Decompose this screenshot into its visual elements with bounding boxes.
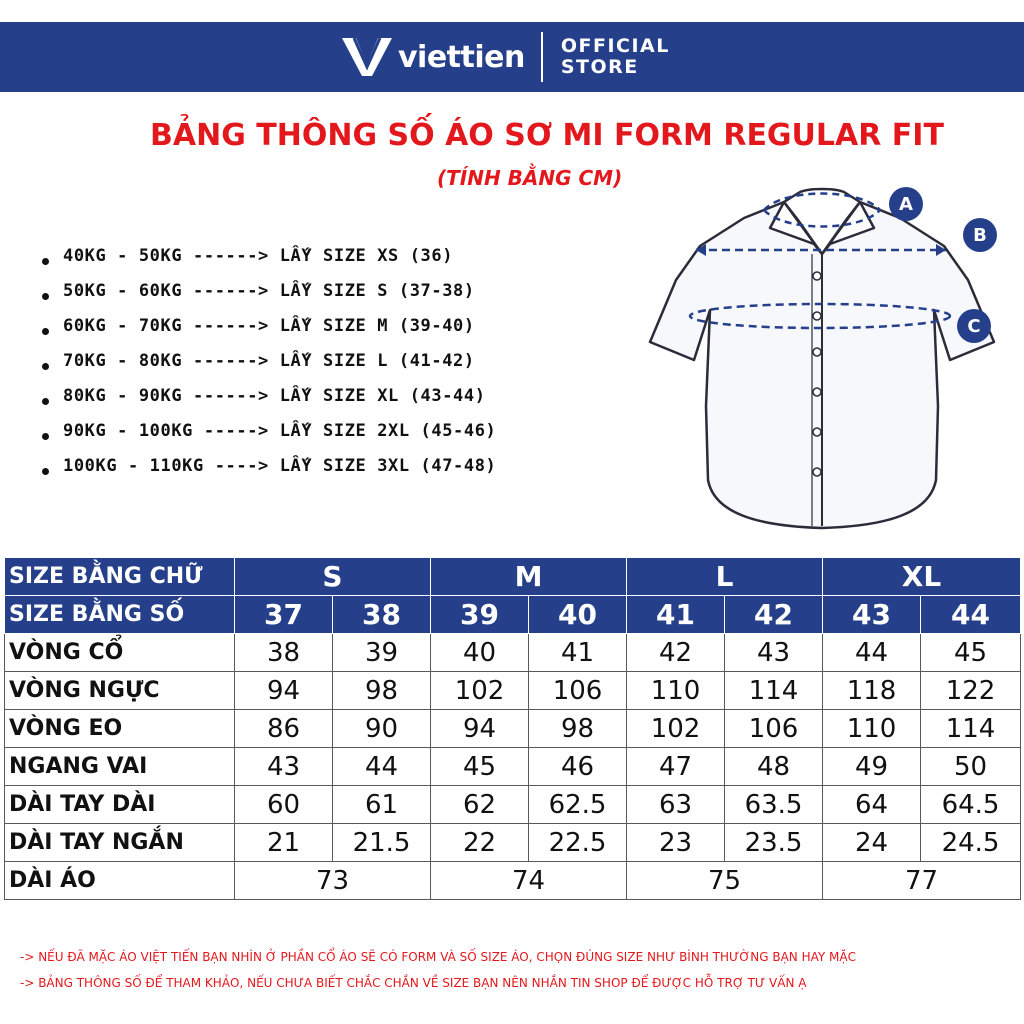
bullet-icon (42, 433, 49, 440)
table-cell: 38 (333, 596, 431, 634)
weight-size-text: 40KG - 50KG ------> LẤY SIZE XS (36) (63, 245, 454, 266)
weight-size-text: 90KG - 100KG -----> LẤY SIZE 2XL (45-46) (63, 420, 497, 441)
table-cell: 21.5 (333, 824, 431, 862)
table-row (5, 748, 1021, 786)
row-header: DÀI ÁO (5, 862, 235, 900)
table-cell: 61 (333, 786, 431, 824)
table-row (5, 862, 1021, 900)
table-row (5, 672, 1021, 710)
table-cell: 114 (725, 672, 823, 710)
table-cell: 45 (921, 634, 1021, 672)
row-header: NGANG VAI (5, 748, 235, 786)
svg-text:A: A (899, 194, 913, 215)
weight-size-list (42, 238, 496, 483)
table-cell: 41 (529, 634, 627, 672)
bullet-icon (42, 363, 49, 370)
table-row (5, 710, 1021, 748)
table-cell: 47 (627, 748, 725, 786)
table-cell: 40 (431, 634, 529, 672)
row-header: DÀI TAY DÀI (5, 786, 235, 824)
table-cell: 23.5 (725, 824, 823, 862)
table-cell: S (235, 558, 431, 596)
brand-name: viettien (398, 39, 525, 75)
table-cell: 21 (235, 824, 333, 862)
weight-size-text: 80KG - 90KG ------> LẤY SIZE XL (43-44) (63, 385, 486, 406)
table-cell: 41 (627, 596, 725, 634)
table-cell: 42 (725, 596, 823, 634)
note-line: -> NẾU ĐÃ MẶC ÁO VIỆT TIẾN BẠN NHÌN Ở PHẦN CỔ ÁO SẼ CÓ FORM VÀ SỐ SIZE ÁO, CHỌN ĐÚNG SIZE NHƯ BÌNH THƯỜNG BẠN HAY MẶC (20, 950, 856, 964)
table-cell: 62 (431, 786, 529, 824)
row-header: VÒNG CỔ (5, 634, 235, 672)
table-cell: 118 (823, 672, 921, 710)
row-header: DÀI TAY NGẮN (5, 824, 235, 862)
table-cell: 43 (823, 596, 921, 634)
size-spec-table (4, 557, 1021, 900)
row-header: SIZE BẰNG CHỮ (5, 558, 235, 596)
bullet-icon (42, 328, 49, 335)
brand-lockup (340, 32, 670, 82)
table-cell: 44 (921, 596, 1021, 634)
svg-text:C: C (967, 316, 981, 337)
table-cell: 42 (627, 634, 725, 672)
table-cell: 63 (627, 786, 725, 824)
row-header: VÒNG NGỰC (5, 672, 235, 710)
table-cell: 22 (431, 824, 529, 862)
table-cell: L (627, 558, 823, 596)
bullet-icon (42, 258, 49, 265)
list-item (42, 343, 496, 378)
table-cell: 44 (823, 634, 921, 672)
table-cell: 22.5 (529, 824, 627, 862)
official-store-line1: OFFICIAL (560, 35, 670, 57)
table-cell: 110 (627, 672, 725, 710)
table-cell: 73 (235, 862, 431, 900)
table-cell: 40 (529, 596, 627, 634)
table-cell: 46 (529, 748, 627, 786)
table-cell: 102 (627, 710, 725, 748)
table-cell: 94 (431, 710, 529, 748)
table-cell: 63.5 (725, 786, 823, 824)
weight-size-text: 100KG - 110KG ----> LẤY SIZE 3XL (47-48) (63, 455, 497, 476)
table-cell: 45 (431, 748, 529, 786)
table-cell: 24 (823, 824, 921, 862)
table-cell: 44 (333, 748, 431, 786)
list-item (42, 308, 496, 343)
list-item (42, 378, 496, 413)
table-row (5, 824, 1021, 862)
brand-header (0, 22, 1024, 92)
row-header: SIZE BẰNG SỐ (5, 596, 235, 634)
table-cell: M (431, 558, 627, 596)
list-item (42, 238, 496, 273)
note-line: -> BẢNG THÔNG SỐ ĐỂ THAM KHẢO, NẾU CHƯA BIẾT CHẮC CHẮN VỀ SIZE BẠN NÊN NHẮN TIN SHOP ĐỂ ĐƯỢC HỖ TRỢ TƯ VẤN Ạ (20, 976, 807, 990)
table-cell: 106 (725, 710, 823, 748)
table-cell: 38 (235, 634, 333, 672)
list-item (42, 273, 496, 308)
table-row (5, 634, 1021, 672)
bullet-icon (42, 293, 49, 300)
table-cell: 98 (333, 672, 431, 710)
table-cell: 48 (725, 748, 823, 786)
table-cell: 37 (235, 596, 333, 634)
table-cell: 90 (333, 710, 431, 748)
table-cell: 60 (235, 786, 333, 824)
official-store-label (561, 36, 670, 78)
table-cell: 49 (823, 748, 921, 786)
page-title: BẢNG THÔNG SỐ ÁO SƠ MI FORM REGULAR FIT (150, 118, 944, 153)
weight-size-text: 50KG - 60KG ------> LẤY SIZE S (37-38) (63, 280, 475, 301)
table-cell: 50 (921, 748, 1021, 786)
weight-size-text: 60KG - 70KG ------> LẤY SIZE M (39-40) (63, 315, 475, 336)
viettien-logo-icon (340, 34, 394, 80)
row-header: VÒNG EO (5, 710, 235, 748)
table-row (5, 558, 1021, 596)
table-cell: 114 (921, 710, 1021, 748)
shirt-measurement-diagram (634, 180, 1014, 540)
table-cell: 106 (529, 672, 627, 710)
table-cell: 39 (431, 596, 529, 634)
table-cell: 23 (627, 824, 725, 862)
table-cell: 43 (235, 748, 333, 786)
table-cell: 62.5 (529, 786, 627, 824)
table-cell: 75 (627, 862, 823, 900)
table-row (5, 786, 1021, 824)
table-cell: 64.5 (921, 786, 1021, 824)
table-cell: 64 (823, 786, 921, 824)
table-cell: XL (823, 558, 1021, 596)
table-cell: 110 (823, 710, 921, 748)
brand-divider (541, 32, 543, 82)
page-subtitle: (TÍNH BẰNG CM) (437, 166, 623, 190)
table-cell: 98 (529, 710, 627, 748)
list-item (42, 448, 496, 483)
table-cell: 43 (725, 634, 823, 672)
table-cell: 102 (431, 672, 529, 710)
bullet-icon (42, 398, 49, 405)
table-cell: 94 (235, 672, 333, 710)
footer-notes (20, 944, 856, 996)
weight-size-text: 70KG - 80KG ------> LẤY SIZE L (41-42) (63, 350, 475, 371)
table-row (5, 596, 1021, 634)
svg-text:B: B (973, 225, 987, 246)
table-cell: 74 (431, 862, 627, 900)
bullet-icon (42, 468, 49, 475)
table-cell: 122 (921, 672, 1021, 710)
table-cell: 77 (823, 862, 1021, 900)
list-item (42, 413, 496, 448)
table-cell: 39 (333, 634, 431, 672)
table-cell: 86 (235, 710, 333, 748)
official-store-line2: STORE (560, 56, 639, 78)
table-cell: 24.5 (921, 824, 1021, 862)
